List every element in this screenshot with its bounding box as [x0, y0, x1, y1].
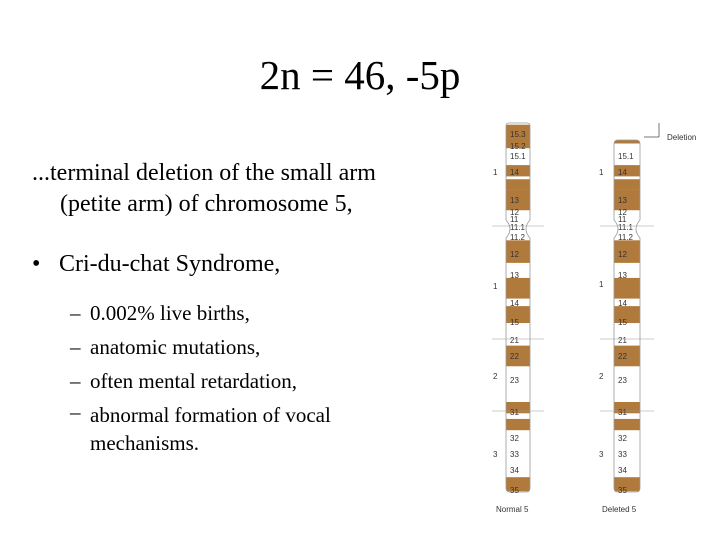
band-label: 11 — [510, 215, 519, 224]
sub-bullet-item — [70, 364, 430, 398]
band-label: 13 — [618, 196, 627, 205]
band-label: 23 — [510, 376, 519, 385]
intro-line-2: (petite arm) of chromosome 5, — [60, 191, 353, 217]
deleted-caption: Deleted 5 — [602, 505, 637, 514]
chromosome-figure — [484, 120, 720, 540]
slide-title: 2n = 46, -5p — [259, 52, 461, 98]
band-label: 33 — [618, 450, 627, 459]
band-label: 21 — [618, 336, 627, 345]
band-label: 14 — [618, 299, 627, 308]
region-label: 3 — [599, 450, 604, 459]
band-label: 35 — [510, 486, 519, 495]
band-label: 11.2 — [618, 233, 633, 242]
band-label: 15.1 — [618, 152, 634, 161]
region-label: 1 — [599, 280, 604, 289]
chromosome-band — [614, 179, 640, 189]
band-label: 13 — [618, 271, 627, 280]
band-label: 23 — [618, 376, 627, 385]
intro-line-1: ...terminal deletion of the small arm — [32, 160, 376, 186]
band-label: 14 — [510, 299, 519, 308]
chromosome-diagram — [484, 120, 720, 530]
band-label: 35 — [618, 486, 627, 495]
band-label: 11 — [618, 215, 627, 224]
band-label: 12 — [510, 250, 519, 259]
dash-marker: – — [70, 301, 81, 325]
dash-marker: – — [70, 335, 81, 359]
region-label: 3 — [493, 450, 498, 459]
sub-bullet-text: abnormal formation of vocal mechanisms. — [90, 403, 331, 455]
band-label: 12 — [510, 208, 519, 217]
band-label: 15.1 — [510, 152, 526, 161]
bullet-item — [32, 249, 452, 280]
band-label: 13 — [510, 196, 519, 205]
sub-bullet-list — [70, 296, 430, 457]
band-label: 22 — [618, 352, 627, 361]
band-label: 14 — [618, 168, 627, 177]
band-label: 33 — [510, 450, 519, 459]
band-label: 32 — [618, 434, 627, 443]
sub-bullet-text: 0.002% live births, — [90, 301, 250, 325]
region-label: 2 — [599, 372, 604, 381]
band-label: 13 — [510, 271, 519, 280]
band-label: 12 — [618, 250, 627, 259]
band-label: 22 — [510, 352, 519, 361]
chromosome-band — [506, 179, 530, 189]
chromosome-band — [614, 278, 640, 299]
sub-bullet-text: anatomic mutations, — [90, 335, 261, 359]
band-label: 32 — [510, 434, 519, 443]
dash-marker: – — [70, 400, 81, 424]
region-label: 2 — [493, 372, 498, 381]
chromosome-band — [614, 419, 640, 430]
region-label: 1 — [599, 168, 604, 177]
sub-bullet-text: often mental retardation, — [90, 369, 297, 393]
band-label: 14 — [510, 168, 519, 177]
sub-bullet-item — [70, 330, 430, 364]
band-label: 34 — [510, 466, 519, 475]
band-label: 15.2 — [510, 142, 526, 151]
intro-text — [32, 158, 452, 220]
normal-caption: Normal 5 — [496, 505, 529, 514]
sub-bullet-item — [70, 296, 430, 330]
band-label: 15 — [510, 318, 519, 327]
region-label: 1 — [493, 282, 498, 291]
band-label: 34 — [618, 466, 627, 475]
dash-marker: – — [70, 369, 81, 393]
band-label: 21 — [510, 336, 519, 345]
deletion-label: Deletion — [667, 133, 697, 142]
chromosome-band — [614, 139, 640, 144]
band-label: 15.3 — [510, 130, 526, 139]
band-label: 11.1 — [618, 223, 633, 232]
bullet-marker: • — [32, 251, 41, 277]
chromosome-band — [506, 419, 530, 430]
bullet-text: Cri-du-chat Syndrome, — [59, 251, 281, 277]
band-label: 15 — [618, 318, 627, 327]
chromosome-band — [506, 278, 530, 299]
region-label: 1 — [493, 168, 498, 177]
band-label: 12 — [618, 208, 627, 217]
band-label: 31 — [510, 408, 519, 417]
band-label: 11.2 — [510, 233, 525, 242]
sub-bullet-item — [70, 398, 430, 457]
band-label: 11.1 — [510, 223, 525, 232]
band-label: 31 — [618, 408, 627, 417]
